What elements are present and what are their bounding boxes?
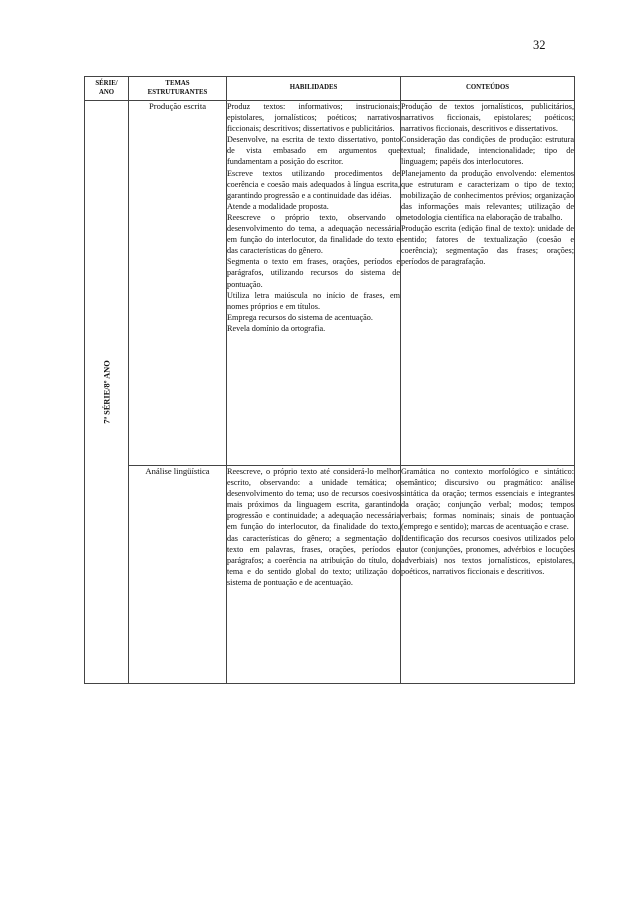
page-number: 32 [533,38,546,52]
conteudos-cell: Produção de textos jornalísticos, publicitários, narrativos ficcionais, epistolares; poéticos; narrativos ficcionais, descritivos e dissertativos. Consideração das condições de produção: estrutura textual; finalidade, intencionalidade; tipo de linguagem; papéis dos interlocutores. Planejamento da produção envolvendo: elementos que estruturam e caracterizam o tipo de texto; mobilização de conhecimentos prévios; organização das informações mais relevantes; utilização de metodologia científica na elaboração de trabalho. Produção escrita (edição final de texto): unidade de sentido; fatores de textualização (coesão e coerência); segmentação das frases; orações; períodos de paragrafação. [401,101,575,466]
table-row [85,466,575,684]
conteudos-cell: Gramática no contexto morfológico e sintático: semântico; discursivo ou pragmático: análise sintática da oração; termos essenciais e integrantes da oração; conjunção verbal; modos; tempos verbais; formas nominais; sinais de pontuação (emprego e sentido); marcas de acentuação e crase. Identificação dos recursos coesivos utilizados pelo autor (conjunções, pronomes, advérbios e locuções adverbiais) nos textos jornalísticos, epistolares, poéticos, narrativos ficcionais e descritivos. [401,466,575,684]
header-row [85,77,575,101]
curriculum-table [84,76,575,684]
serie-cell [85,101,129,684]
habilidades-cell: Produz textos: informativos; instrucionais; epistolares, jornalísticos; poéticos; narrativos ficcionais; descritivos; dissertativos e publicitários. Desenvolve, na escrita de texto dissertativo, ponto de vista embasado em argumentos que fundamentam a posição do escritor. Escreve textos utilizando procedimentos de coerência e coesão mais adequados à língua escrita, garantindo progressão e a continuidade das idéias. Atende a modalidade proposta. Reescreve o próprio texto, observando o desenvolvimento do tema, a adequação necessária em função do interlocutor, da finalidade do texto e das características do gênero. Segmenta o texto em frases, orações, períodos e parágrafos, utilizando recursos do sistema de pontuação. Utiliza letra maiúscula no início de frases, em nomes próprios e em títulos. Emprega recursos do sistema de acentuação. Revela domínio da ortografia. [227,101,401,466]
habilidades-cell: Reescreve, o próprio texto até considerá-lo melhor escrito, observando: a unidade temática; o desenvolvimento do tema; uso de recursos coesivos mais próximos da linguagem escrita, garantindo progressão e continuidade; a adequação necessária em função do interlocutor, da finalidade do texto, das características do gênero; a segmentação do texto em palavras, frases, orações, períodos e parágrafos; a coerência na atribuição do título, do tema e do sentido global do texto; utilização do sistema de pontuação e de acentuação. [227,466,401,684]
table-row [85,101,575,466]
header-conteudos: CONTEÚDOS [401,77,575,101]
tema-cell [129,466,227,684]
header-temas: TEMAS ESTRUTURANTES [129,77,227,101]
header-serie: SÉRIE/ ANO [85,77,129,101]
header-habilidades: HABILIDADES [227,77,401,101]
tema-label: Análise lingüística [145,466,210,476]
tema-cell [129,101,227,466]
serie-label: 7ª SÉRIE/8º ANO [102,360,111,424]
tema-label: Produção escrita [148,101,207,111]
